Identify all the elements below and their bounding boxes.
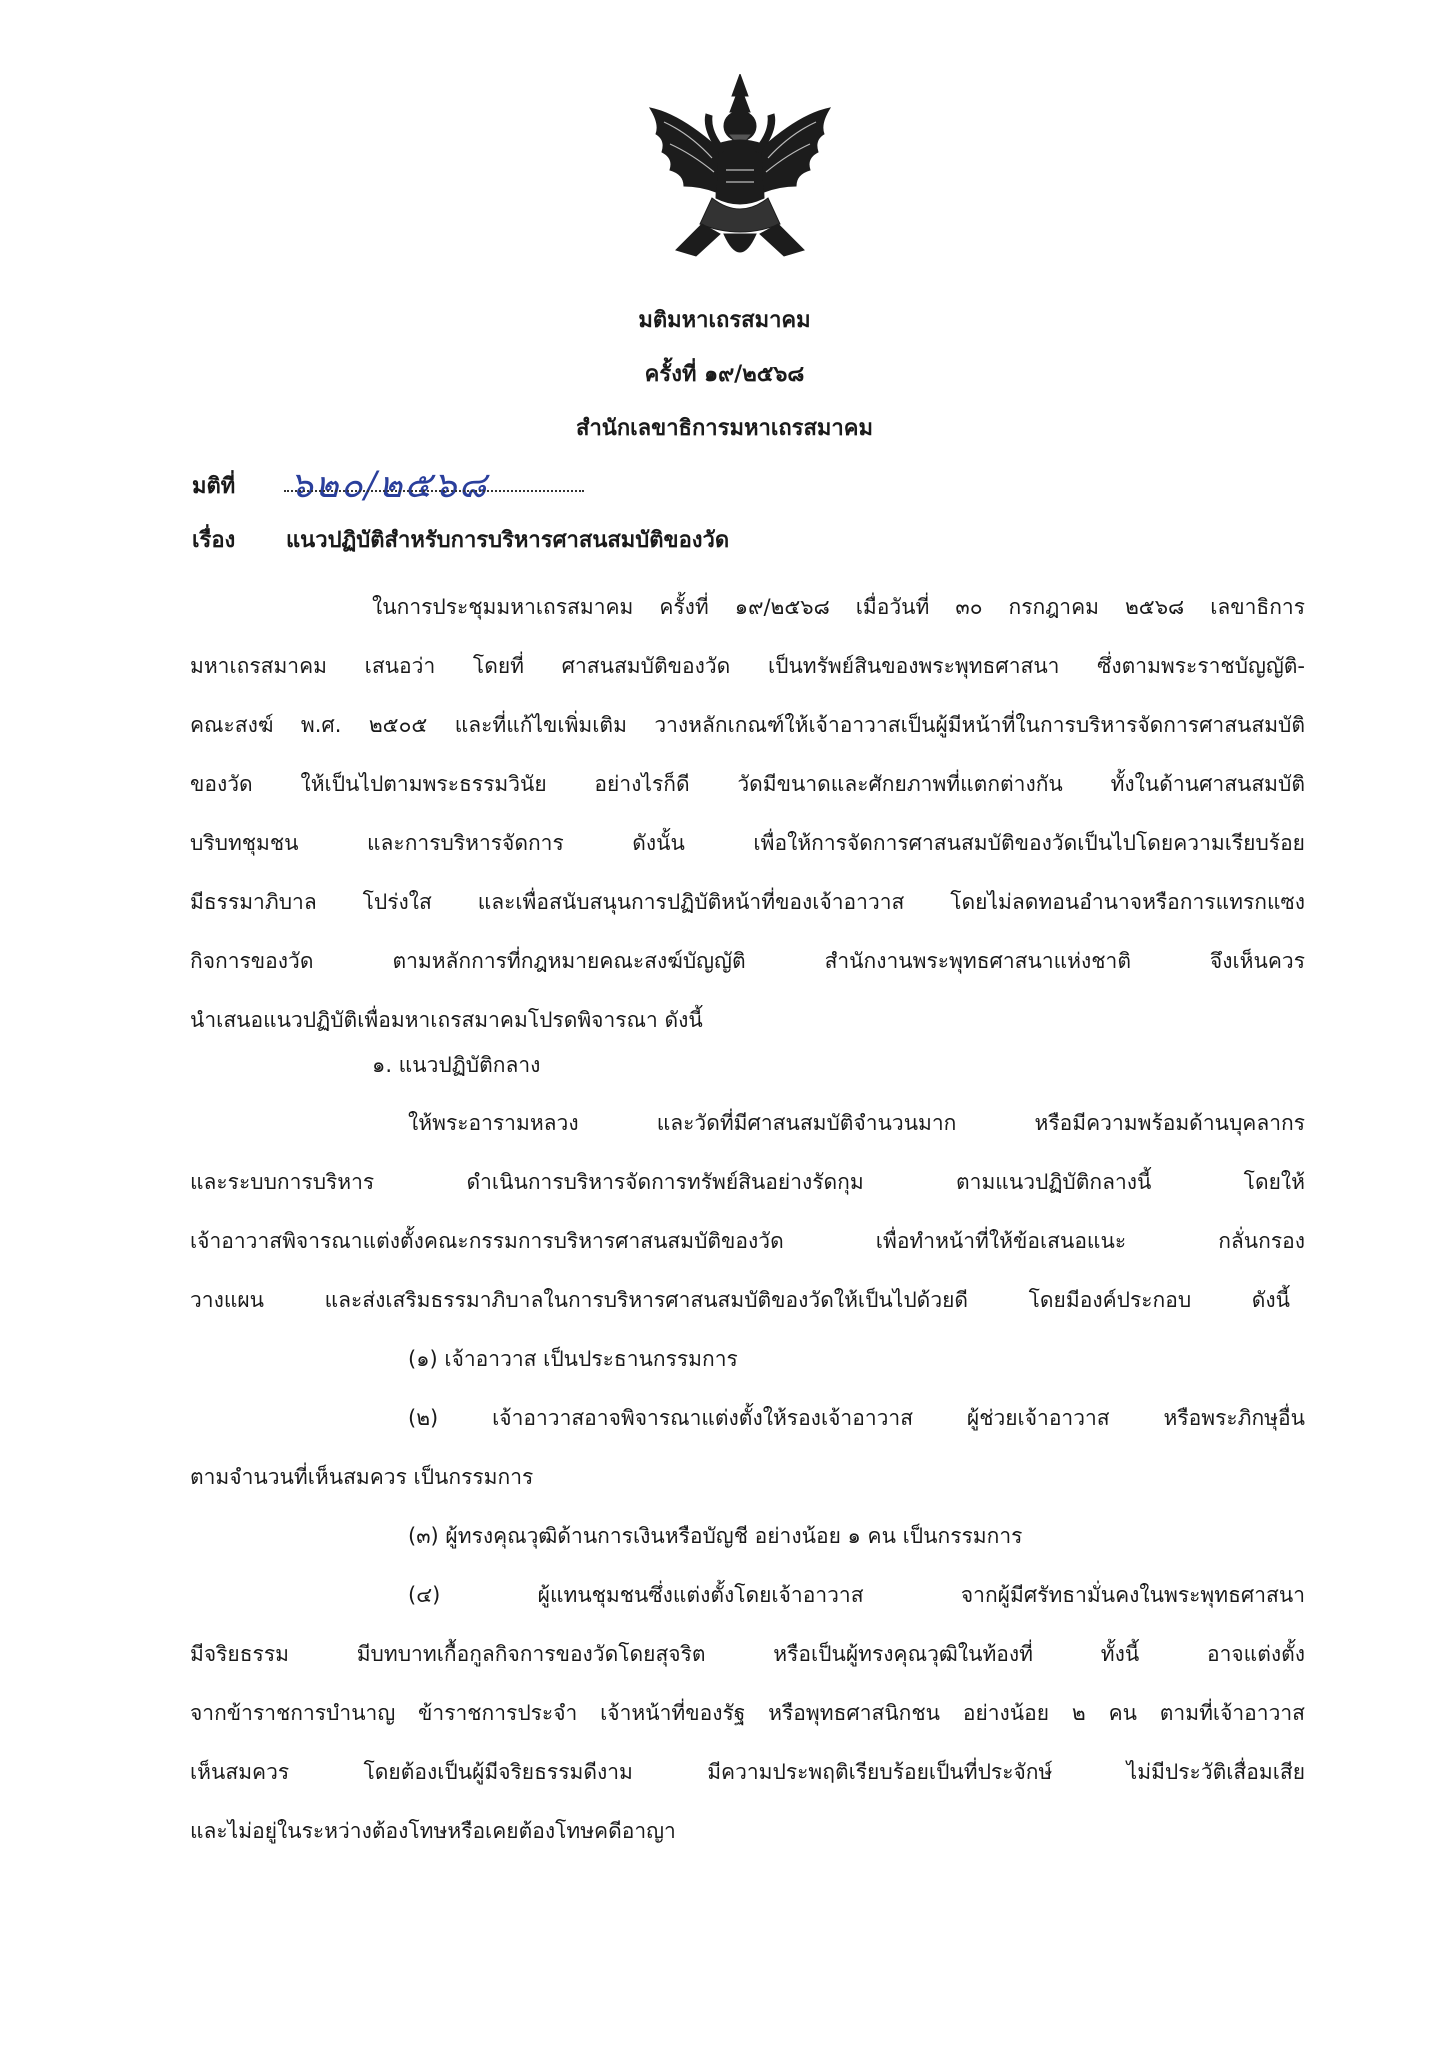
- list-item: (๔) ผู้แทนชุมชนซึ่งแต่งตั้งโดยเจ้าอาวาส จากผู้มีศรัทธามั่นคงในพระพุทธศาสนา: [408, 1583, 1305, 1607]
- body-line: กิจการของวัด ตามหลักการที่กฎหมายคณะสงฆ์บัญญัติ สำนักงานพระพุทธศาสนาแห่งชาติ จึงเห็นควร: [190, 949, 1305, 973]
- resolution-number-handwritten: ๖๒๐/๒๕๖๘: [290, 465, 489, 506]
- body-line: เห็นสมควร โดยต้องเป็นผู้มีจริยธรรมดีงาม มีความประพฤติเรียบร้อยเป็นที่ประจักษ์ ไม่มีประวัติเสื่อมเสีย: [190, 1760, 1305, 1784]
- body-line: นำเสนอแนวปฏิบัติเพื่อมหาเถรสมาคมโปรดพิจารณา ดังนี้: [190, 1008, 703, 1032]
- resolution-label: มติที่: [192, 474, 236, 499]
- body-line: วางแผน และส่งเสริมธรรมาภิบาลในการบริหารศาสนสมบัติของวัดให้เป็นไปด้วยดี โดยมีองค์ประกอบ ดังนี้: [190, 1288, 1290, 1312]
- subject-label: เรื่อง: [192, 528, 236, 553]
- body-line: มหาเถรสมาคม เสนอว่า โดยที่ ศาสนสมบัติของวัด เป็นทรัพย์สินของพระพุทธศาสนา ซึ่งตามพระราชบัญญัติ-: [190, 654, 1305, 678]
- body-line: บริบทชุมชน และการบริหารจัดการ ดังนั้น เพื่อให้การจัดการศาสนสมบัติของวัดเป็นไปโดยความเรียบร้อย: [190, 831, 1305, 855]
- body-line: คณะสงฆ์ พ.ศ. ๒๕๐๕ และที่แก้ไขเพิ่มเติม วางหลักเกณฑ์ให้เจ้าอาวาสเป็นผู้มีหน้าที่ในการบริหารจัดการศาสนสมบัติ: [190, 713, 1305, 737]
- dotted-fill-line: [284, 490, 584, 492]
- body-line: และระบบการบริหาร ดำเนินการบริหารจัดการทรัพย์สินอย่างรัดกุม ตามแนวปฏิบัติกลางนี้ โดยให้: [190, 1170, 1305, 1194]
- list-item: (๑) เจ้าอาวาส เป็นประธานกรรมการ: [408, 1347, 738, 1371]
- body-line: และไม่อยู่ในระหว่างต้องโทษหรือเคยต้องโทษคดีอาญา: [190, 1819, 676, 1843]
- issuing-office: สำนักเลขาธิการมหาเถรสมาคม: [576, 416, 873, 441]
- section-heading: ๑. แนวปฏิบัติกลาง: [372, 1053, 541, 1077]
- body-line: จากข้าราชการบำนาญ ข้าราชการประจำ เจ้าหน้าที่ของรัฐ หรือพุทธศาสนิกชน อย่างน้อย ๒ คน ตามที่เจ้าอาวาส: [190, 1701, 1305, 1725]
- body-line: ตามจำนวนที่เห็นสมควร เป็นกรรมการ: [190, 1465, 534, 1489]
- list-item: (๓) ผู้ทรงคุณวุฒิด้านการเงินหรือบัญชี อย่างน้อย ๑ คน เป็นกรรมการ: [408, 1524, 1023, 1548]
- body-line: ให้พระอารามหลวง และวัดที่มีศาสนสมบัติจำนวนมาก หรือมีความพร้อมด้านบุคลากร: [408, 1111, 1305, 1135]
- body-line: ในการประชุมมหาเถรสมาคม ครั้งที่ ๑๙/๒๕๖๘ เมื่อวันที่ ๓๐ กรกฎาคม ๒๕๖๘ เลขาธิการ: [372, 595, 1305, 619]
- body-line: เจ้าอาวาสพิจารณาแต่งตั้งคณะกรรมการบริหารศาสนสมบัติของวัด เพื่อทำหน้าที่ให้ข้อเสนอแนะ กลั่นกรอง: [190, 1229, 1305, 1253]
- body-line: มีธรรมาภิบาล โปร่งใส และเพื่อสนับสนุนการปฏิบัติหน้าที่ของเจ้าอาวาส โดยไม่ลดทอนอำนาจหรือการแทรกแซง: [190, 890, 1305, 914]
- document-title: มติมหาเถรสมาคม: [638, 308, 811, 333]
- list-item: (๒) เจ้าอาวาสอาจพิจารณาแต่งตั้งให้รองเจ้าอาวาส ผู้ช่วยเจ้าอาวาส หรือพระภิกษุอื่น: [408, 1406, 1305, 1430]
- session-number: ครั้งที่ ๑๙/๒๕๖๘: [644, 362, 805, 387]
- garuda-emblem-icon: [640, 74, 840, 270]
- body-line: ของวัด ให้เป็นไปตามพระธรรมวินัย อย่างไรก็ดี วัดมีขนาดและศักยภาพที่แตกต่างกัน ทั้งในด้านศาสนสมบัติ: [190, 772, 1305, 796]
- subject-text: แนวปฏิบัติสำหรับการบริหารศาสนสมบัติของวัด: [286, 528, 730, 553]
- body-line: มีจริยธรรม มีบทบาทเกื้อกูลกิจการของวัดโดยสุจริต หรือเป็นผู้ทรงคุณวุฒิในท้องที่ ทั้งนี้ อาจแต่งตั้ง: [190, 1642, 1305, 1666]
